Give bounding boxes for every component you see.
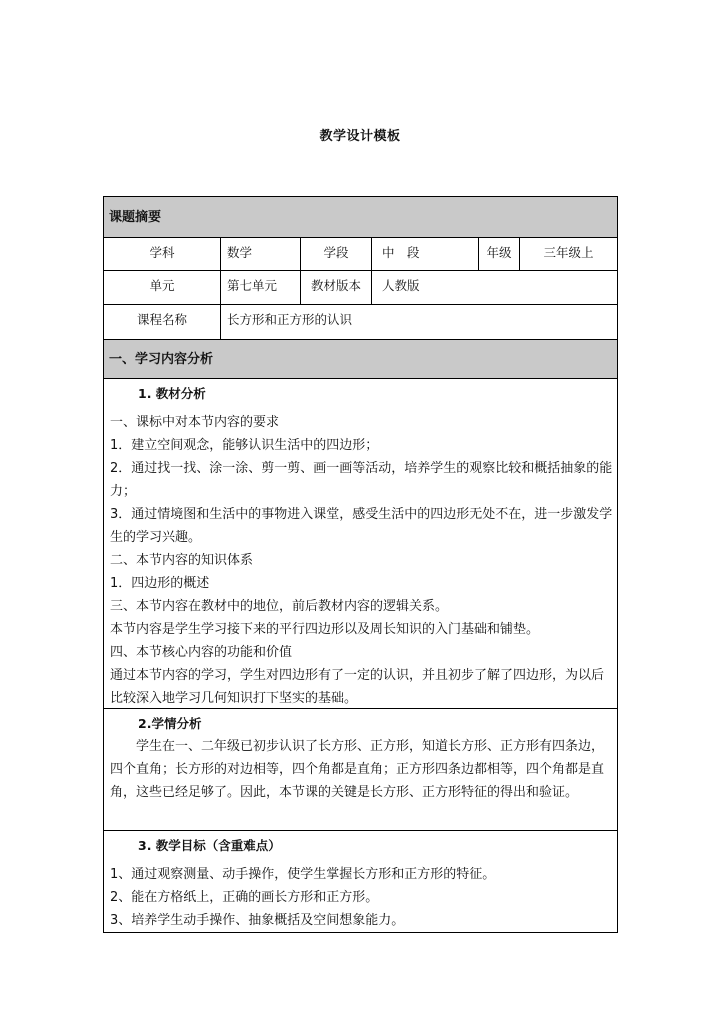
textbook-line: 通过本节内容的学习，学生对四边形有了一定的认识，并且初步了解了四边形，为以后比较深入地学习几何知识打下坚实的基础。 [110,668,605,706]
unit-label: 单元 [149,278,175,293]
textbook-line: 2．通过找一找、涂一涂、剪一剪、画一画等活动，培养学生的观察比较和概括抽象的能力； [110,461,613,499]
course-label: 课程名称 [136,312,187,327]
course-value: 长方形和正方形的认识 [220,305,617,339]
student-analysis-row [104,709,617,831]
unit-value: 第七单元 [220,271,300,304]
section1-header-row [104,340,617,379]
textbook-line: 二、本节内容的知识体系 [110,553,254,568]
textbook-line: 本节内容是学生学习接下来的平行四边形以及周长知识的入门基础和铺垫。 [110,622,540,637]
edition-label: 教材版本 [300,271,371,304]
goals-heading: 3. 教学目标（含重难点） [138,838,281,853]
info-row-subject [104,238,617,271]
section1-header: 一、学习内容分析 [109,352,214,367]
summary-header: 课题摘要 [109,210,162,225]
textbook-line: 3．通过情境图和生活中的事物进入课堂，感受生活中的四边形无处不在，进一步激发学生的学习兴趣。 [110,507,613,545]
grade-label: 年级 [478,238,519,270]
goal-line: 2、能在方格纸上，正确的画长方形和正方形。 [110,890,379,905]
subject-value: 数学 [220,238,300,270]
textbook-line: 1．建立空间观念，能够认识生活中的四边形； [110,438,379,453]
subject-label: 学科 [149,245,175,260]
textbook-analysis-row [104,379,617,709]
stage-value: 中 段 [371,238,478,270]
document-title: 教学设计模板 [319,129,401,144]
stage-label: 学段 [300,238,371,270]
students-text: 学生在一、二年级已初步认识了长方形、正方形，知道长方形、正方形有四条边，四个直角；长方形的对边相等，四个角都是直角；正方形四条边都相等，四个角都是直角，这些已经足够了。因此，本节课的关键是长方形、正方形特征的得出和验证。 [110,739,605,800]
lesson-plan-table [103,196,618,933]
grade-value: 三年级上 [519,238,617,270]
textbook-line: 四、本节核心内容的功能和价值 [110,645,293,660]
textbook-line: 1．四边形的概述 [110,576,210,591]
teaching-goals-row [104,831,617,932]
summary-header-row [104,197,617,238]
goal-line: 3、培养学生动手操作、抽象概括及空间想象能力。 [110,913,405,928]
textbook-line: 一、课标中对本节内容的要求 [110,415,280,430]
goal-line: 1、通过观察测量、动手操作，使学生掌握长方形和正方形的特征。 [110,867,496,882]
info-row-unit [104,271,617,305]
students-heading: 2.学情分析 [138,716,202,731]
info-row-course [104,305,617,340]
textbook-line: 三、本节内容在教材中的地位，前后教材内容的逻辑关系。 [110,599,449,614]
edition-value: 人教版 [371,271,617,304]
textbook-heading: 1. 教材分析 [138,386,206,401]
